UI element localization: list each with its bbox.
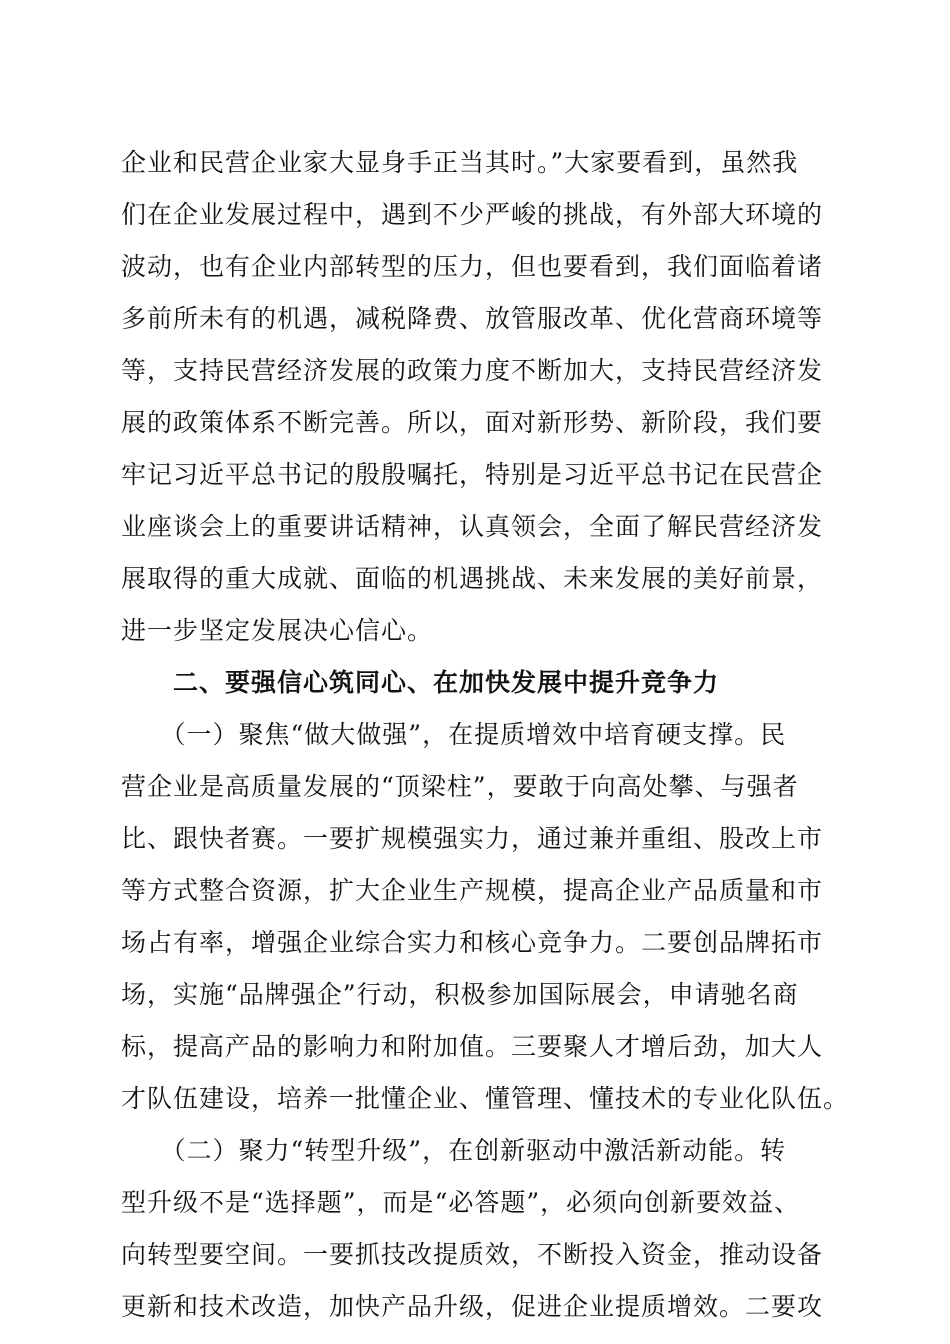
text-line: 营企业是高质量发展的“顶梁柱”，要敢于向高处攀、与强者	[121, 772, 799, 801]
text-line: 场占有率，增强企业综合实力和核心竞争力。二要创品牌拓市	[121, 928, 824, 957]
text-line: 展的政策体系不断完善。所以，面对新形势、新阶段，我们要	[121, 408, 824, 437]
text-line: 波动，也有企业内部转型的压力，但也要看到，我们面临着诸	[121, 252, 824, 281]
text-line: 们在企业发展过程中，遇到不少严峻的挑战，有外部大环境的	[121, 200, 824, 229]
text-line: 多前所未有的机遇，减税降费、放管服改革、优化营商环境等	[121, 304, 824, 333]
text-line: 更新和技术改造，加快产品升级，促进企业提质增效。二要攻	[121, 1292, 824, 1321]
text-line: 牢记习近平总书记的殷殷嘱托，特别是习近平总书记在民营企	[121, 460, 824, 489]
text-line: 等方式整合资源，扩大企业生产规模，提高企业产品质量和市	[121, 876, 824, 905]
text-line: 企业和民营企业家大显身手正当其时。”大家要看到，虽然我	[121, 148, 799, 177]
text-line: 进一步坚定发展决心信心。	[121, 616, 434, 645]
text-line: 等，支持民营经济发展的政策力度不断加大，支持民营经济发	[121, 356, 824, 385]
text-line: 展取得的重大成就、面临的机遇挑战、未来发展的美好前景，	[121, 564, 824, 593]
text-line: 才队伍建设，培养一批懂企业、懂管理、懂技术的专业化队伍。	[121, 1084, 850, 1113]
text-line: 型升级不是“选择题”，而是“必答题”，必须向创新要效益、	[121, 1188, 801, 1217]
text-line: 向转型要空间。一要抓技改提质效，不断投入资金，推动设备	[121, 1240, 824, 1269]
text-line: （一）聚焦“做大做强”，在提质增效中培育硬支撑。民	[121, 720, 787, 749]
section-heading: 二、要强信心筑同心、在加快发展中提升竞争力	[121, 668, 720, 697]
text-line: 比、跟快者赛。一要扩规模强实力，通过兼并重组、股改上市	[121, 824, 824, 853]
text-line: 标，提高产品的影响力和附加值。三要聚人才增后劲，加大人	[121, 1032, 824, 1061]
text-line: （二）聚力“转型升级”，在创新驱动中激活新动能。转	[121, 1136, 787, 1165]
text-line: 场，实施“品牌强企”行动，积极参加国际展会，申请驰名商	[121, 980, 799, 1009]
text-line: 业座谈会上的重要讲话精神，认真领会，全面了解民营经济发	[121, 512, 824, 541]
